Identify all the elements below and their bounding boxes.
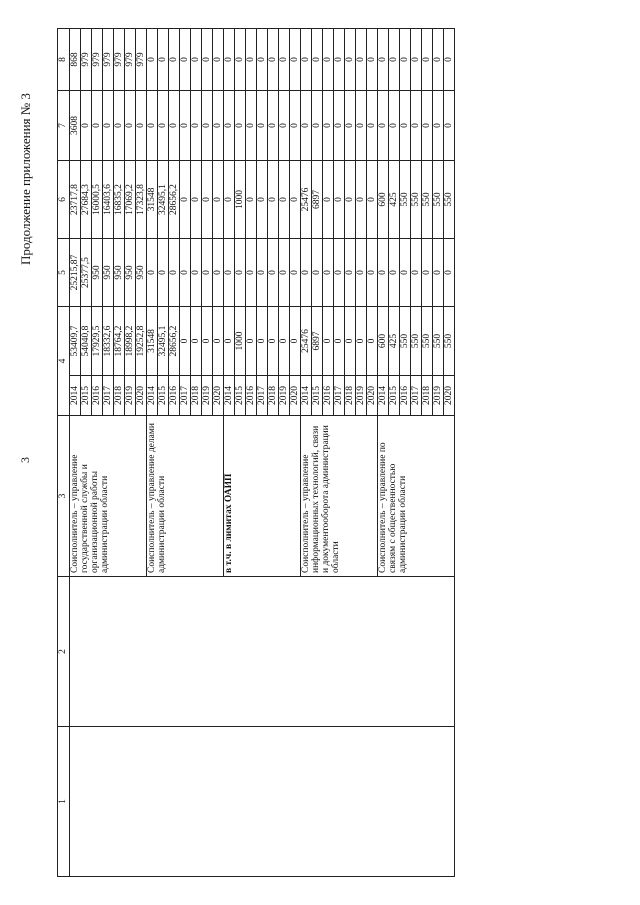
other-cell: 0	[290, 29, 301, 91]
year-cell: 2020	[136, 376, 147, 416]
regional-cell: 425	[389, 161, 400, 239]
other-cell: 0	[422, 29, 433, 91]
federal-cell: 0	[290, 239, 301, 307]
year-cell: 2016	[323, 376, 334, 416]
total-cell: 550	[433, 307, 444, 376]
year-cell: 2015	[389, 376, 400, 416]
table-row	[70, 29, 81, 877]
header-cell-5: 5	[58, 239, 70, 307]
other-cell: 0	[301, 29, 312, 91]
year-cell: 2019	[125, 376, 136, 416]
regional-cell: 0	[367, 161, 378, 239]
year-cell: 2016	[246, 376, 257, 416]
federal-cell: 950	[114, 239, 125, 307]
regional-cell: 550	[411, 161, 422, 239]
regional-cell: 0	[191, 161, 202, 239]
local-cell: 0	[367, 91, 378, 161]
local-cell: 0	[202, 91, 213, 161]
regional-cell: 550	[422, 161, 433, 239]
local-cell: 0	[147, 91, 158, 161]
total-cell: 28656,2	[169, 307, 180, 376]
other-cell: 979	[92, 29, 103, 91]
total-cell: 425	[389, 307, 400, 376]
year-cell: 2018	[114, 376, 125, 416]
header-cell-8: 8	[58, 29, 70, 91]
other-cell: 0	[169, 29, 180, 91]
federal-cell: 25215,87	[70, 239, 81, 307]
other-cell: 0	[180, 29, 191, 91]
other-cell: 0	[378, 29, 389, 91]
regional-cell: 0	[323, 161, 334, 239]
federal-cell: 0	[389, 239, 400, 307]
other-cell: 0	[400, 29, 411, 91]
total-cell: 1000	[235, 307, 246, 376]
total-cell: 550	[411, 307, 422, 376]
local-cell: 0	[180, 91, 191, 161]
regional-cell: 0	[257, 161, 268, 239]
table-body	[70, 29, 455, 877]
federal-cell: 0	[257, 239, 268, 307]
federal-cell: 950	[125, 239, 136, 307]
local-cell: 0	[224, 91, 235, 161]
year-cell: 2020	[444, 376, 455, 416]
local-cell: 0	[103, 91, 114, 161]
year-cell: 2014	[301, 376, 312, 416]
header-cell-1: 1	[58, 727, 70, 877]
total-cell: 0	[202, 307, 213, 376]
local-cell: 0	[191, 91, 202, 161]
other-cell: 979	[103, 29, 114, 91]
year-cell: 2018	[191, 376, 202, 416]
federal-cell: 0	[147, 239, 158, 307]
federal-cell: 950	[103, 239, 114, 307]
local-cell: 0	[279, 91, 290, 161]
federal-cell: 0	[312, 239, 323, 307]
year-cell: 2018	[422, 376, 433, 416]
column-2-cell	[70, 577, 455, 727]
regional-cell: 550	[400, 161, 411, 239]
federal-cell: 0	[268, 239, 279, 307]
federal-cell: 0	[202, 239, 213, 307]
local-cell: 0	[257, 91, 268, 161]
total-cell: 0	[257, 307, 268, 376]
total-cell: 32495,1	[158, 307, 169, 376]
total-cell: 0	[180, 307, 191, 376]
federal-cell: 0	[345, 239, 356, 307]
co-executor-label: Соисполнитель – управление государственной службы и организационной работы администрации области	[70, 416, 147, 577]
regional-cell: 23717,8	[70, 161, 81, 239]
total-cell: 54040,8	[81, 307, 92, 376]
other-cell: 0	[257, 29, 268, 91]
year-cell: 2014	[378, 376, 389, 416]
co-executor-label: Соисполнитель – управление делами администрации области	[147, 416, 224, 577]
regional-cell: 28656,2	[169, 161, 180, 239]
local-cell: 0	[158, 91, 169, 161]
other-cell: 0	[411, 29, 422, 91]
other-cell: 0	[268, 29, 279, 91]
regional-cell: 6897	[312, 161, 323, 239]
other-cell: 0	[147, 29, 158, 91]
regional-cell: 0	[202, 161, 213, 239]
federal-cell: 0	[400, 239, 411, 307]
regional-cell: 16403,6	[103, 161, 114, 239]
table-header-row	[58, 29, 70, 877]
local-cell: 0	[411, 91, 422, 161]
regional-cell: 0	[290, 161, 301, 239]
other-cell: 0	[444, 29, 455, 91]
co-executor-label: в т.ч. в лимитах ОАИП	[224, 416, 301, 577]
local-cell: 0	[389, 91, 400, 161]
budget-table	[57, 28, 455, 877]
total-cell: 0	[367, 307, 378, 376]
other-cell: 979	[125, 29, 136, 91]
total-cell: 18764,2	[114, 307, 125, 376]
other-cell: 0	[345, 29, 356, 91]
local-cell: 3608	[70, 91, 81, 161]
other-cell: 979	[114, 29, 125, 91]
total-cell: 550	[444, 307, 455, 376]
federal-cell: 0	[422, 239, 433, 307]
local-cell: 0	[246, 91, 257, 161]
year-cell: 2019	[356, 376, 367, 416]
federal-cell: 950	[92, 239, 103, 307]
local-cell: 0	[136, 91, 147, 161]
local-cell: 0	[114, 91, 125, 161]
total-cell: 19252,8	[136, 307, 147, 376]
regional-cell: 25476	[301, 161, 312, 239]
total-cell: 0	[290, 307, 301, 376]
federal-cell: 0	[433, 239, 444, 307]
federal-cell: 0	[235, 239, 246, 307]
total-cell: 6897	[312, 307, 323, 376]
federal-cell: 0	[191, 239, 202, 307]
year-cell: 2016	[400, 376, 411, 416]
total-cell: 0	[279, 307, 290, 376]
other-cell: 0	[279, 29, 290, 91]
local-cell: 0	[290, 91, 301, 161]
year-cell: 2016	[169, 376, 180, 416]
other-cell: 0	[433, 29, 444, 91]
local-cell: 0	[312, 91, 323, 161]
local-cell: 0	[433, 91, 444, 161]
total-cell: 31548	[147, 307, 158, 376]
other-cell: 0	[235, 29, 246, 91]
local-cell: 0	[213, 91, 224, 161]
regional-cell: 17323,8	[136, 161, 147, 239]
local-cell: 0	[400, 91, 411, 161]
other-cell: 0	[191, 29, 202, 91]
local-cell: 0	[334, 91, 345, 161]
year-cell: 2015	[235, 376, 246, 416]
header-cell-3: 3	[58, 416, 70, 577]
header-cell-4: 4	[58, 307, 70, 416]
federal-cell: 0	[213, 239, 224, 307]
year-cell: 2019	[279, 376, 290, 416]
other-cell: 0	[246, 29, 257, 91]
header-cell-7: 7	[58, 91, 70, 161]
year-cell: 2020	[213, 376, 224, 416]
year-cell: 2016	[92, 376, 103, 416]
total-cell: 0	[323, 307, 334, 376]
total-cell: 0	[268, 307, 279, 376]
regional-cell: 0	[345, 161, 356, 239]
other-cell: 0	[224, 29, 235, 91]
federal-cell: 0	[411, 239, 422, 307]
local-cell: 0	[169, 91, 180, 161]
other-cell: 0	[158, 29, 169, 91]
total-cell: 0	[345, 307, 356, 376]
local-cell: 0	[444, 91, 455, 161]
federal-cell: 0	[356, 239, 367, 307]
other-cell: 0	[356, 29, 367, 91]
federal-cell: 0	[334, 239, 345, 307]
regional-cell: 32495,1	[158, 161, 169, 239]
total-cell: 17929,5	[92, 307, 103, 376]
year-cell: 2019	[202, 376, 213, 416]
year-cell: 2020	[367, 376, 378, 416]
other-cell: 0	[312, 29, 323, 91]
local-cell: 0	[235, 91, 246, 161]
federal-cell: 0	[158, 239, 169, 307]
regional-cell: 0	[246, 161, 257, 239]
year-cell: 2019	[433, 376, 444, 416]
year-cell: 2017	[334, 376, 345, 416]
total-cell: 550	[400, 307, 411, 376]
co-executor-label: Соисполнитель – управление по связям с общественностью администрации области	[378, 416, 455, 577]
page-number: 3	[18, 457, 32, 463]
regional-cell: 550	[433, 161, 444, 239]
other-cell: 0	[323, 29, 334, 91]
total-cell: 600	[378, 307, 389, 376]
year-cell: 2015	[158, 376, 169, 416]
other-cell: 0	[213, 29, 224, 91]
year-cell: 2015	[312, 376, 323, 416]
annex-title: Продолжение приложения № 3	[18, 93, 33, 265]
header-cell-2: 2	[58, 577, 70, 727]
federal-cell: 0	[246, 239, 257, 307]
federal-cell: 0	[224, 239, 235, 307]
total-cell: 550	[422, 307, 433, 376]
federal-cell: 25377,5	[81, 239, 92, 307]
year-cell: 2014	[224, 376, 235, 416]
year-cell: 2017	[411, 376, 422, 416]
regional-cell: 16835,2	[114, 161, 125, 239]
local-cell: 0	[356, 91, 367, 161]
total-cell: 0	[213, 307, 224, 376]
year-cell: 2014	[70, 376, 81, 416]
other-cell: 979	[81, 29, 92, 91]
other-cell: 868	[70, 29, 81, 91]
regional-cell: 31548	[147, 161, 158, 239]
local-cell: 0	[378, 91, 389, 161]
year-cell: 2017	[257, 376, 268, 416]
year-cell: 2017	[180, 376, 191, 416]
regional-cell: 0	[356, 161, 367, 239]
year-cell: 2014	[147, 376, 158, 416]
regional-cell: 0	[180, 161, 191, 239]
federal-cell: 0	[301, 239, 312, 307]
local-cell: 0	[345, 91, 356, 161]
federal-cell: 0	[378, 239, 389, 307]
local-cell: 0	[81, 91, 92, 161]
regional-cell: 16000,5	[92, 161, 103, 239]
total-cell: 0	[356, 307, 367, 376]
local-cell: 0	[301, 91, 312, 161]
year-cell: 2017	[103, 376, 114, 416]
year-cell: 2018	[268, 376, 279, 416]
total-cell: 0	[191, 307, 202, 376]
year-cell: 2020	[290, 376, 301, 416]
federal-cell: 0	[169, 239, 180, 307]
other-cell: 0	[389, 29, 400, 91]
total-cell: 18332,6	[103, 307, 114, 376]
total-cell: 25476	[301, 307, 312, 376]
local-cell: 0	[125, 91, 136, 161]
other-cell: 0	[367, 29, 378, 91]
regional-cell: 0	[334, 161, 345, 239]
total-cell: 18998,2	[125, 307, 136, 376]
local-cell: 0	[323, 91, 334, 161]
local-cell: 0	[92, 91, 103, 161]
regional-cell: 1000	[235, 161, 246, 239]
regional-cell: 0	[224, 161, 235, 239]
local-cell: 0	[422, 91, 433, 161]
column-1-cell	[70, 727, 455, 877]
federal-cell: 950	[136, 239, 147, 307]
regional-cell: 27684,3	[81, 161, 92, 239]
total-cell: 0	[246, 307, 257, 376]
year-cell: 2018	[345, 376, 356, 416]
regional-cell: 0	[268, 161, 279, 239]
total-cell: 0	[224, 307, 235, 376]
other-cell: 0	[202, 29, 213, 91]
federal-cell: 0	[444, 239, 455, 307]
total-cell: 0	[334, 307, 345, 376]
header-cell-6: 6	[58, 161, 70, 239]
regional-cell: 0	[213, 161, 224, 239]
regional-cell: 550	[444, 161, 455, 239]
local-cell: 0	[268, 91, 279, 161]
regional-cell: 0	[279, 161, 290, 239]
co-executor-label: Соисполнитель – управление информационных технологий, связи и документооборота администрации области	[301, 416, 378, 577]
federal-cell: 0	[180, 239, 191, 307]
regional-cell: 600	[378, 161, 389, 239]
other-cell: 0	[334, 29, 345, 91]
other-cell: 979	[136, 29, 147, 91]
regional-cell: 17069,2	[125, 161, 136, 239]
total-cell: 53409,7	[70, 307, 81, 376]
federal-cell: 0	[279, 239, 290, 307]
year-cell: 2015	[81, 376, 92, 416]
federal-cell: 0	[367, 239, 378, 307]
federal-cell: 0	[323, 239, 334, 307]
